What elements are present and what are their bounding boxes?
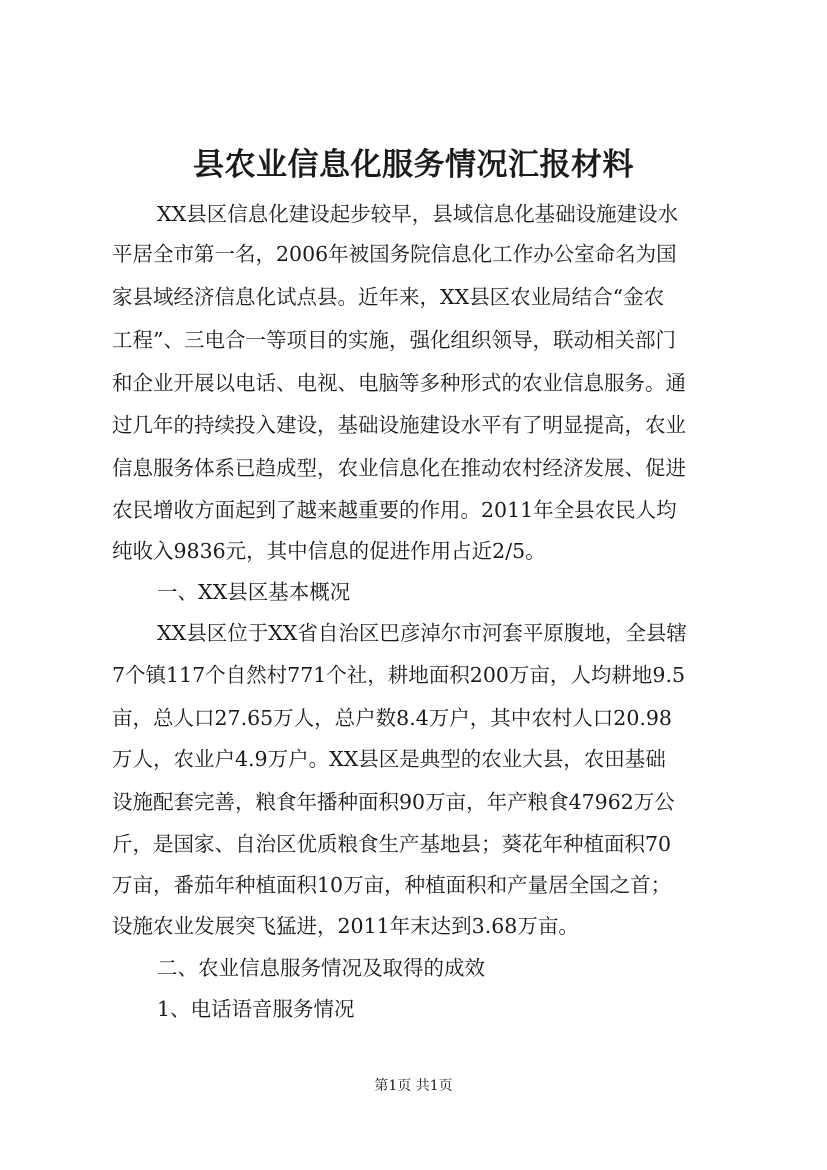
section-heading: 一、XX县区基本概况 <box>157 580 351 604</box>
paragraph-line: 家县域经济信息化试点县。近年来，XX县区农业局结合“金农 <box>112 285 665 309</box>
paragraph-line: 工程”、三电合一等项目的实施，强化组织领导，联动相关部门 <box>112 328 676 352</box>
paragraph-line: 亩，总人口27.65万人，总户数8.4万户，其中农村人口20.98 <box>112 706 672 730</box>
paragraph-line: 斤，是国家、自治区优质粮食生产基地县；葵花年种植面积70 <box>112 832 672 856</box>
paragraph-line: 和企业开展以电话、电视、电脑等多种形式的农业信息服务。通 <box>112 371 686 395</box>
paragraph-line: 信息服务体系已趋成型，农业信息化在推动农村经济发展、促进 <box>112 456 686 480</box>
paragraph-line: 农民增收方面起到了越来越重要的作用。2011年全县农民人均 <box>112 498 677 522</box>
paragraph-line: 平居全市第一名，2006年被国务院信息化工作办公室命名为国 <box>112 242 677 266</box>
paragraph-line: 过几年的持续投入建设，基础设施建设水平有了明显提高，农业 <box>112 413 686 437</box>
document-title: 县农业信息化服务情况汇报材料 <box>193 147 634 183</box>
subsection-heading: 1、电话语音服务情况 <box>157 997 355 1021</box>
section-heading: 二、农业信息服务情况及取得的成效 <box>157 956 485 980</box>
paragraph-line: XX县区位于XX省自治区巴彦淖尔市河套平原腹地，全县辖 <box>157 621 687 645</box>
paragraph-line: 设施农业发展突飞猛进，2011年末达到3.68万亩。 <box>112 914 579 938</box>
paragraph-line: 设施配套完善，粮食年播种面积90万亩，年产粮食47962万公 <box>112 790 675 814</box>
paragraph-line: 纯收入9836元，其中信息的促进作用占近2/5。 <box>112 539 546 563</box>
paragraph-line: 万人，农业户4.9万户。XX县区是典型的农业大县，农田基础 <box>112 747 666 771</box>
paragraph-line: XX县区信息化建设起步较早，县域信息化基础设施建设水 <box>157 202 679 226</box>
paragraph-line: 7个镇117个自然村771个社，耕地面积200万亩，人均耕地9.5 <box>112 663 686 687</box>
paragraph-line: 万亩，番茄年种植面积10万亩，种植面积和产量居全国之首； <box>112 873 672 897</box>
page-footer: 第1页 共1页 <box>374 1078 453 1094</box>
